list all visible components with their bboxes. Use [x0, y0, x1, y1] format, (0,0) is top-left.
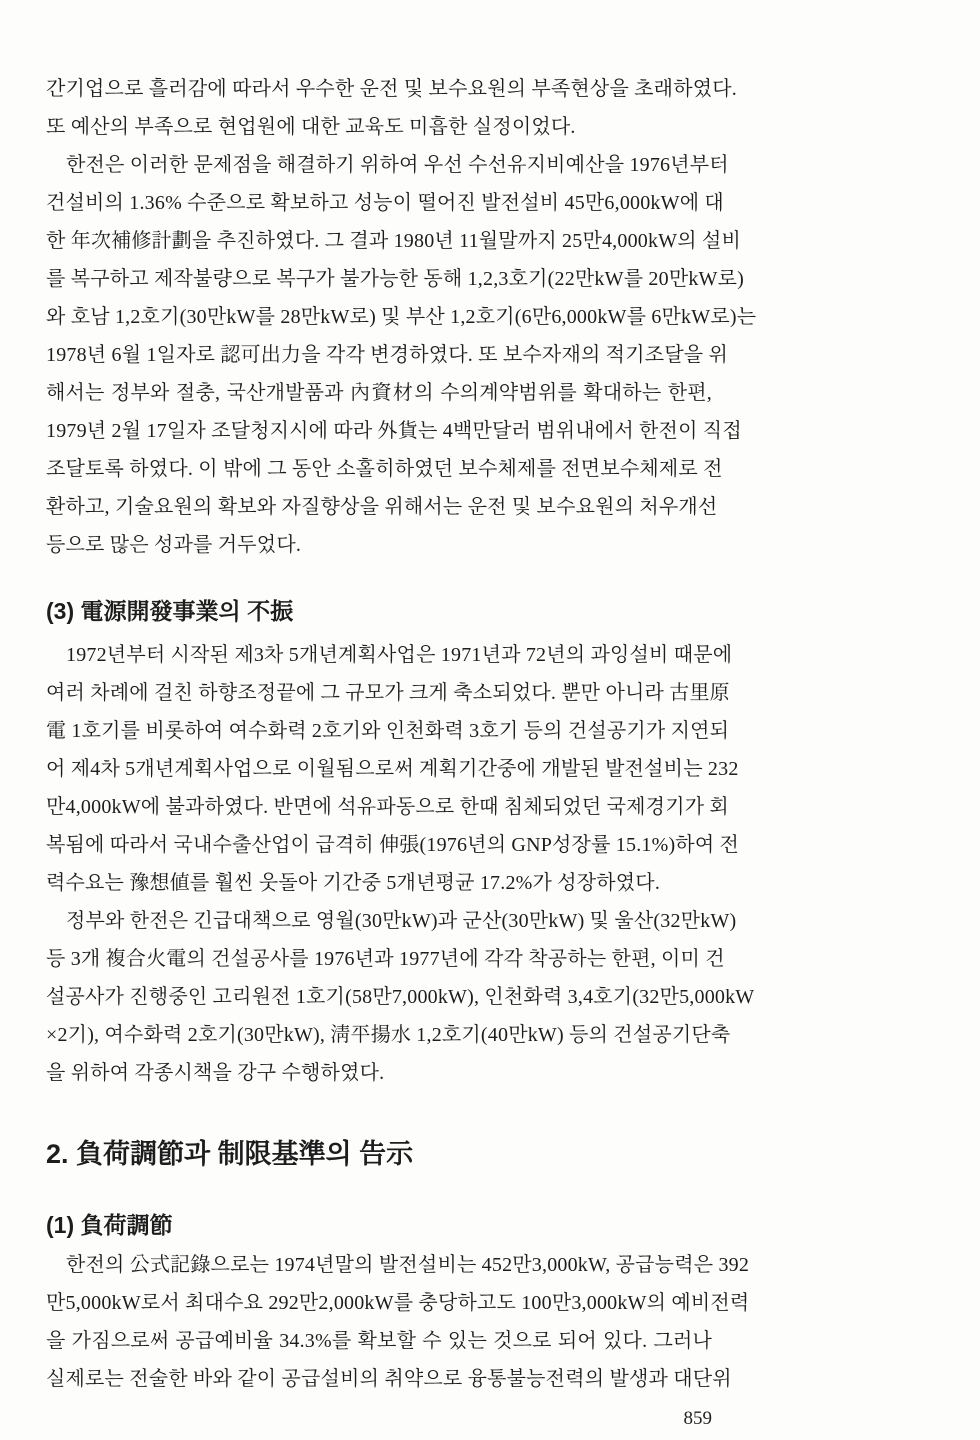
text-line: 설공사가 진행중인 고리원전 1호기(58만7,000kW), 인천화력 3,4호기(32만5,000kW [46, 986, 755, 1008]
text-line: 를 복구하고 제작불량으로 복구가 불가능한 동해 1,2,3호기(22만kW를 20만kW로) [46, 268, 744, 290]
text-line: 건설비의 1.36% 수준으로 확보하고 성능이 떨어진 발전설비 45만6,000kW에 대 [46, 192, 724, 214]
text-line: 을 위하여 각종시책을 강구 수행하였다. [46, 1062, 385, 1084]
text-line: 電 1호기를 비롯하여 여수화력 2호기와 인천화력 3호기 등의 건설공기가 지연되 [46, 720, 730, 742]
text-line: 실제로는 전술한 바와 같이 공급설비의 취약으로 융통불능전력의 발생과 대단위 [46, 1368, 732, 1390]
text-line: 와 호남 1,2호기(30만kW를 28만kW로) 및 부산 1,2호기(6만6,000kW를 6만kW로)는 [46, 306, 757, 328]
text-line: 1979년 2월 17일자 조달청지시에 따라 外貨는 4백만달러 범위내에서 한전이 직접 [46, 420, 742, 442]
text-line: 등 3개 複合火電의 건설공사를 1976년과 1977년에 각각 착공하는 한편, 이미 건 [46, 948, 725, 970]
text-line: 만4,000kW에 불과하였다. 반면에 석유파동으로 한때 침체되었던 국제경기가 회 [46, 796, 729, 818]
text-line: 간기업으로 흘러감에 따라서 우수한 운전 및 보수요원의 부족현상을 초래하였다. [46, 78, 737, 100]
page-number: 859 [683, 1408, 712, 1429]
text-line: 력수요는 豫想値를 훨씬 웃돌아 기간중 5개년평균 17.2%가 성장하였다. [46, 872, 661, 894]
text-line: 1978년 6월 1일자로 認可出力을 각각 변경하였다. 또 보수자재의 적기조달을 위 [46, 344, 728, 366]
text-line: ×2기), 여수화력 2호기(30만kW), 淸平揚水 1,2호기(40만kW) 등의 건설공기단축 [46, 1024, 731, 1046]
text-line: 1972년부터 시작된 제3차 5개년계획사업은 1971년과 72년의 과잉설비 때문에 [66, 644, 733, 666]
text-line: 만5,000kW로서 최대수요 292만2,000kW를 충당하고도 100만3,000kW의 예비전력 [46, 1292, 750, 1314]
text-line: 정부와 한전은 긴급대책으로 영월(30만kW)과 군산(30만kW) 및 울산(32만kW) [66, 910, 737, 932]
text-line: 복됨에 따라서 국내수출산업이 급격히 伸張(1976년의 GNP성장률 15.1%)하여 전 [46, 834, 740, 856]
text-line: 조달토록 하였다. 이 밖에 그 동안 소홀히하였던 보수체제를 전면보수체제로 전 [46, 458, 723, 480]
section-heading: (3) 電源開發事業의 不振 [46, 598, 294, 624]
text-line: 한 年次補修計劃을 추진하였다. 그 결과 1980년 11월말까지 25만4,000kW의 설비 [46, 230, 742, 252]
section-heading: (1) 負荷調節 [46, 1212, 173, 1238]
text-line: 을 가짐으로써 공급예비율 34.3%를 확보할 수 있는 것으로 되어 있다. 그러나 [46, 1330, 712, 1352]
chapter-heading: 2. 負荷調節과 制限基準의 告示 [46, 1139, 414, 1169]
text-line: 어 제4차 5개년계획사업으로 이월됨으로써 계획기간중에 개발된 발전설비는 232 [46, 758, 739, 780]
text-line: 환하고, 기술요원의 확보와 자질향상을 위해서는 운전 및 보수요원의 처우개선 [46, 496, 718, 518]
text-line: 여러 차례에 걸친 하향조정끝에 그 규모가 크게 축소되었다. 뿐만 아니라 古里原 [46, 682, 730, 704]
text-line: 한전의 公式記錄으로는 1974년말의 발전설비는 452만3,000kW, 공급능력은 392 [66, 1254, 750, 1276]
text-line: 또 예산의 부족으로 현업원에 대한 교육도 미흡한 실정이었다. [46, 116, 576, 138]
text-line: 한전은 이러한 문제점을 해결하기 위하여 우선 수선유지비예산을 1976년부터 [66, 154, 729, 176]
page-content [46, 70, 757, 1398]
text-line: 등으로 많은 성과를 거두었다. [46, 534, 302, 556]
text-line: 해서는 정부와 절충, 국산개발품과 內資材의 수의계약범위를 확대하는 한편, [46, 382, 712, 404]
